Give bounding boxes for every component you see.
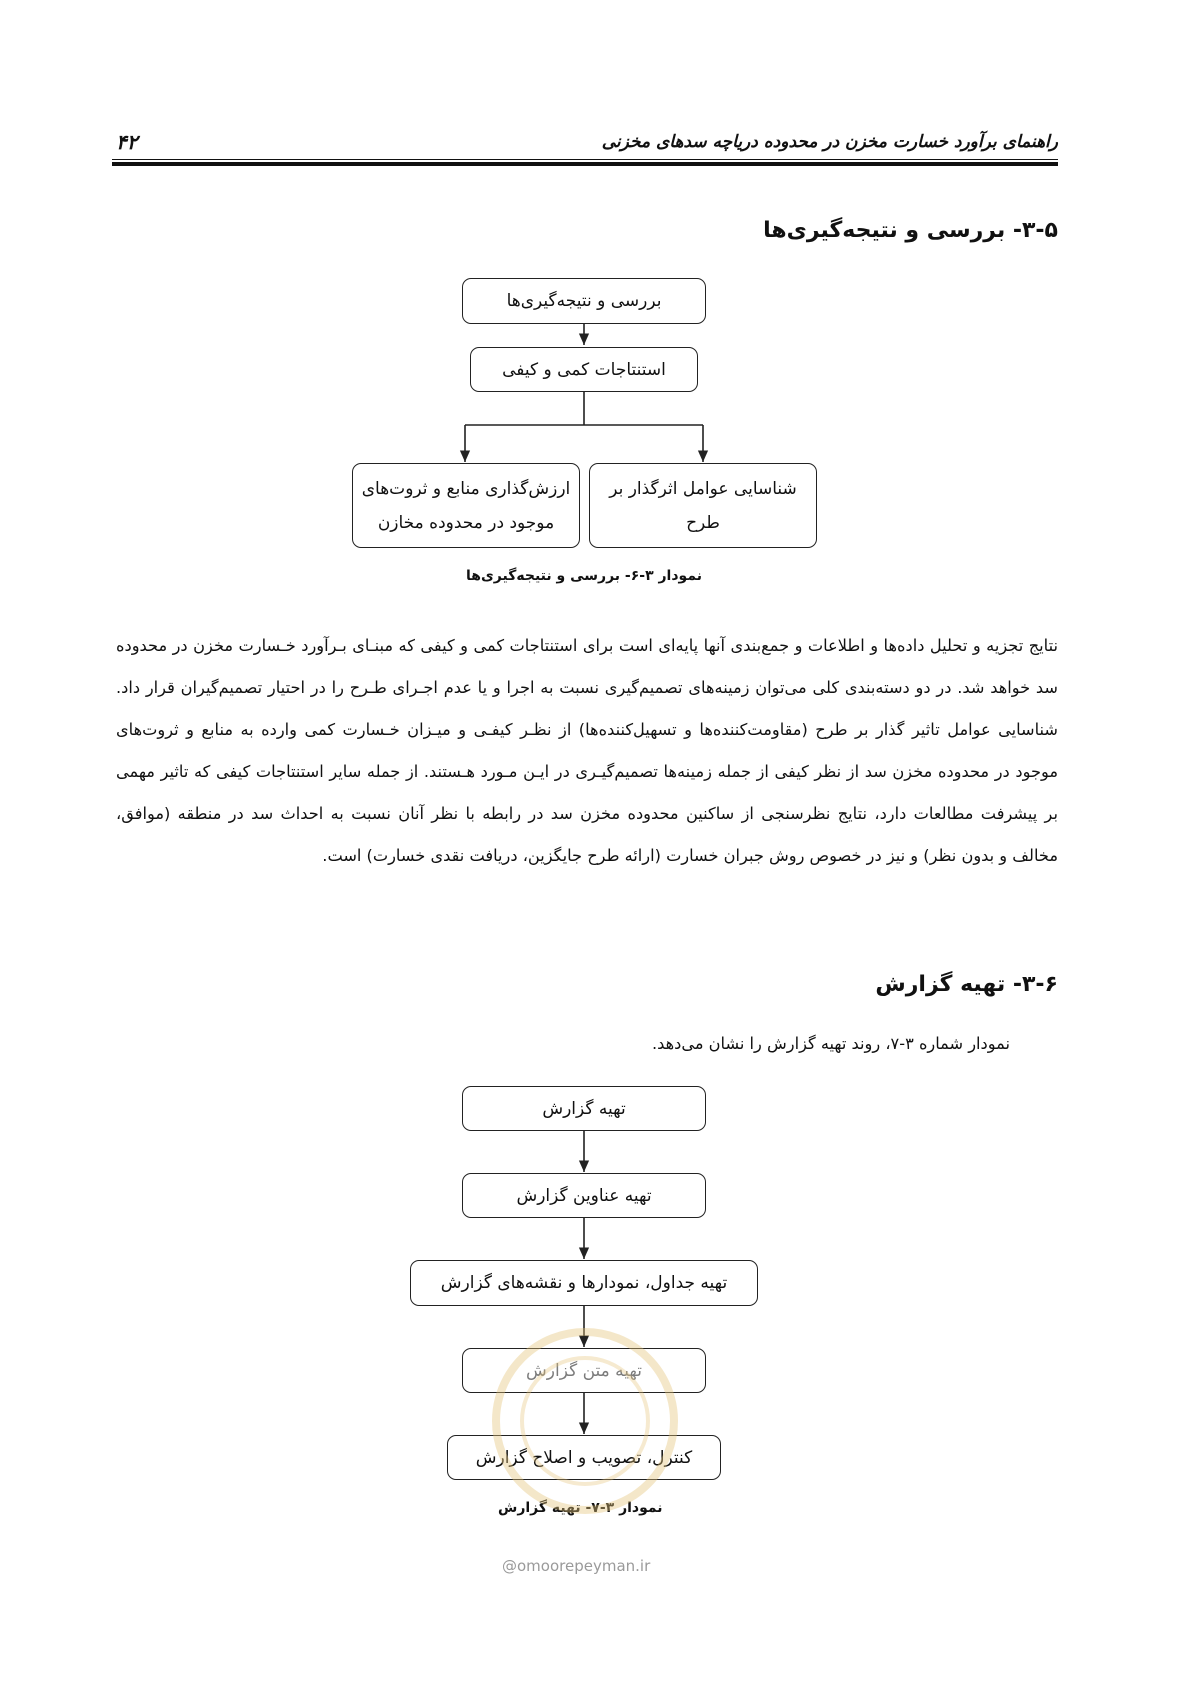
flow-step-report-text-label: تهیه متن گزارش (526, 1360, 642, 1381)
running-header-title: راهنمای برآورد خسارت مخزن در محدوده دریاچه سدهای مخزنی (601, 132, 1058, 152)
running-header (112, 124, 1058, 158)
header-rule-thick (112, 162, 1058, 166)
header-rule-thin (112, 159, 1058, 160)
flow-step-prepare-report (462, 1086, 706, 1131)
section-heading-review: ۳-۵- بررسی و نتیجه‌گیری‌ها (763, 218, 1058, 243)
section-heading-report: ۳-۶- تهیه گزارش (875, 972, 1058, 997)
flow-step-report-titles-label: تهیه عناوین گزارش (516, 1185, 652, 1206)
flow-box-valuation (352, 463, 580, 548)
figure-caption-3-6: نمودار ۳-۶- بررسی و نتیجه‌گیری‌ها (466, 568, 702, 584)
flow-step-report-text (462, 1348, 706, 1393)
figure-caption-3-7: نمودار ۳-۷- تهیه گزارش (498, 1500, 663, 1516)
flow-box-review-label: بررسی و نتیجه‌گیری‌ها (506, 291, 662, 311)
body-paragraph: نتایج تجزیه و تحلیل داده‌ها و اطلاعات و جمع‌بندی آنها پایه‌ای است برای استنتاجات کمی و کیفی که مبنـای بـرآورد خـسارت مخزن در محدوده سد خواهد شد. در دو دسته‌بندی کلی می‌توان زمینه‌های تصمیم‌گیری نسبت به اجرا و یا عدم اجـرای طـرح را در احتیار تصمیم‌گیران قرار داد. شناسایی عوامل تاثیر گذار بر طرح (مقاومت‌کننده‌ها و تسهیل‌کننده‌ها) از نظـر کیفـی و میـزان خـسارت کمی وارده به منابع و ثروت‌های موجود در محدوده مخزن سد از نظر کیفی از جمله زمینه‌ها تصمیم‌گیـری در ایـن مـورد هـستند. از جمله سایر استنتاجات کیفی که تاثیر مهمی بر پیشرفت مطالعات دارد، نتایج نظرسنجی از ساکنین محدوده مخزن سد در رابطه با نظر آنان نسبت به احداث سد در منطقه (موافق، مخالف و بدون نظر) و نیز در خصوص روش جبران خسارت (ارائه طرح جایگزین، دریافت نقدی خسارت) است. (116, 636, 1058, 865)
flow-step-control-approve-label: کنترل، تصویب و اصلاح گزارش (475, 1447, 693, 1468)
flow-step-tables-charts-maps (410, 1260, 758, 1306)
flow-box-identification (589, 463, 817, 548)
flow-step-tables-charts-maps-label: تهیه جداول، نمودارها و نقشه‌های گزارش (440, 1273, 728, 1293)
flow-box-identification-line1: شناسایی عوامل اثرگذار بر (609, 478, 797, 499)
flow-box-identification-line2: طرح (686, 512, 720, 533)
intro-sentence: نمودار شماره ۳-۷، روند تهیه گزارش را نشان می‌دهد. (651, 1034, 1010, 1053)
flow-box-inferences-label: استنتاجات کمی و کیفی (502, 359, 666, 380)
flow-step-prepare-report-label: تهیه گزارش (542, 1098, 626, 1119)
watermark-site-text: @omoorepeyman.ir (502, 1557, 651, 1575)
flow-step-report-titles (462, 1173, 706, 1218)
page-number: ۴۲ (116, 130, 138, 154)
flow-box-valuation-line2: موجود در محدوده مخازن (377, 512, 555, 533)
flow-step-control-approve (447, 1435, 721, 1480)
flow-box-review (462, 278, 706, 324)
flow-box-inferences (470, 347, 698, 392)
flow-box-valuation-line1: ارزش‌گذاری منابع و ثروت‌های (361, 478, 571, 499)
